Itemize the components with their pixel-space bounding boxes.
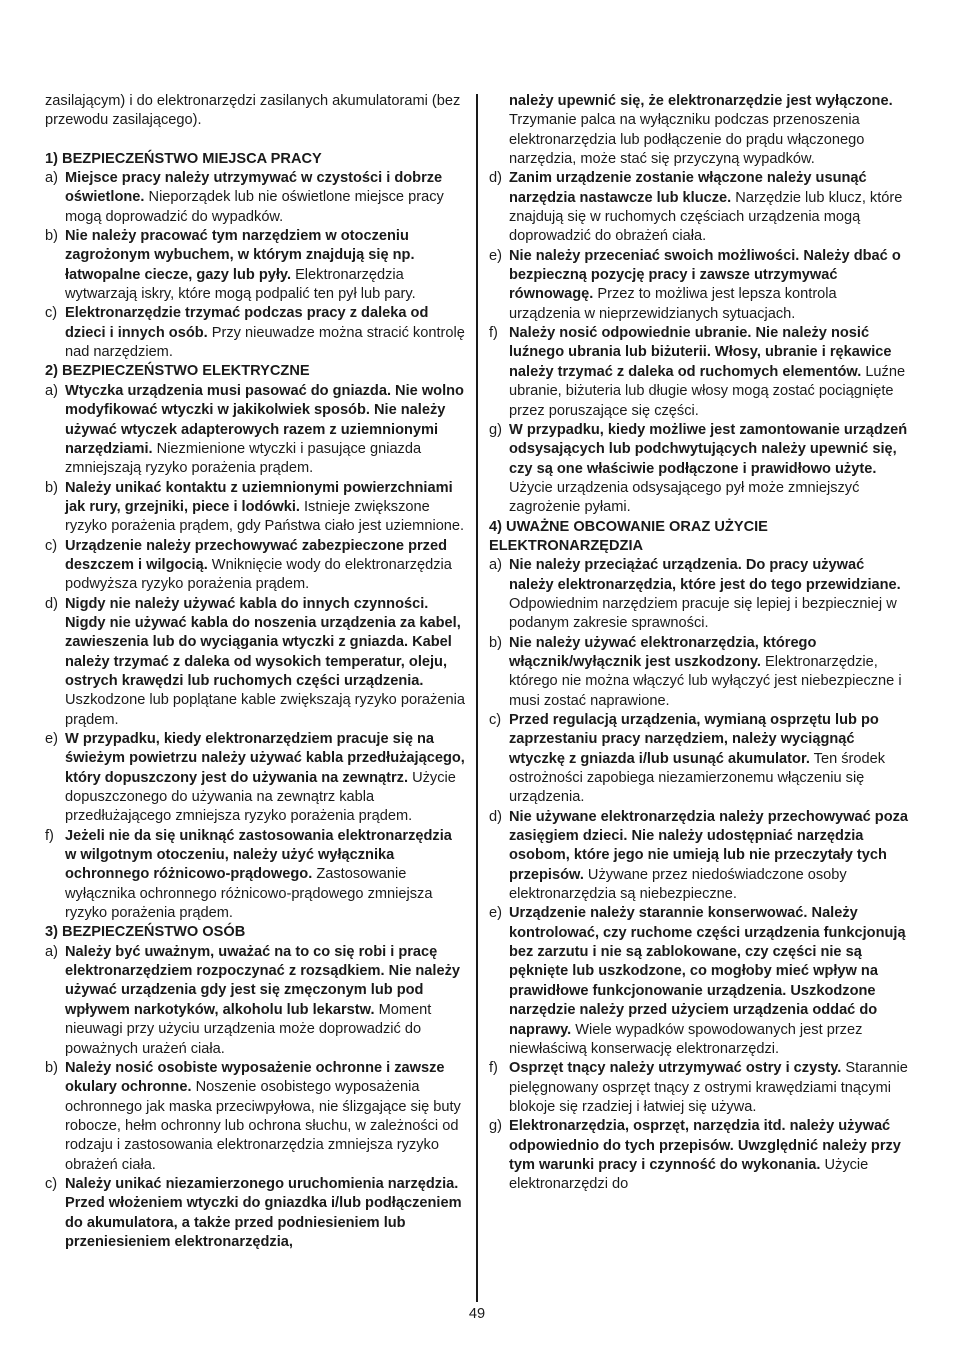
s3-item-g: g) W przypadku, kiedy możliwe jest zamontowanie urządzeń odsysających lub podchwytujących należy upewnić się, czy są one właściwie podłączone i prawidłowo użyte. Użycie urządzenia odsysającego pył może zmniejszyć zagrożenie pyłami.: [489, 421, 908, 516]
section-2-heading: 2) BEZPIECZEŃSTWO ELEKTRYCZNE: [45, 363, 310, 380]
s4-item-a: a) Nie należy przeciążać urządzenia. Do pracy używać należy elektronarzędzia, które jest do tego przewidziane. Odpowiednim narzędziem pracuje się lepiej i bezpieczniej w podanym zakresie sprawności.: [489, 557, 901, 632]
s3-item-d: d) Zanim urządzenie zostanie włączone należy usunąć narzędzia nastawcze lub klucze. Narzędzie lub klucz, które znajdują się w ruchomych częściach urządzenia mogą doprowadzić do obrażeń ciała.: [489, 170, 903, 245]
s4-item-d: d) Nie używane elektronarzędzia należy przechowywać poza zasięgiem dzieci. Nie należy udostępniać narzędzia osobom, które jego nie umieją lub nie przeczytały tych przepisów. Używane przez niedoświadczone osoby elektronarzędzia są niebezpieczne.: [489, 808, 909, 903]
s3-item-c: c) Należy unikać niezamierzonego uruchomienia narzędzia. Przed włożeniem wtyczki do gniazdka i/lub podłączeniem do akumulatora, a także przed podniesieniem lub przeniesieniem elektronarzędzia,: [45, 1175, 462, 1250]
s2-item-a: a) Wtyczka urządzenia musi pasować do gniazda. Nie wolno modyfikować wtyczki w jakikolwiek sposób. Nie należy używać wtyczek adapterowych razem z uziemnionymi narzędziami. Niezmienione wtyczki i pasujące gniazda zmniejszają ryzyko porażenia prądem.: [45, 382, 464, 477]
s3-item-f: f) Należy nosić odpowiednie ubranie. Nie należy nosić luźnego ubrania lub biżuterii. Włosy, ubranie i rękawice należy trzymać z daleka od ruchomych elementów. Luźne ubranie, biżuteria lub długie włosy mogą zostać pociągnięte przez poruszające się części.: [489, 325, 906, 419]
s4-item-f: f) Osprzęt tnący należy utrzymywać ostry i czysty. Starannie pielęgnowany osprzęt tnący z ostrymi krawędziami tnącymi blokoje się rzadziej i łatwiej się używa.: [489, 1060, 908, 1115]
s2-item-e: e) W przypadku, kiedy elektronarzędziem pracuje się na świeżym powietrzu należy używać kabla przedłużającego, który dopuszczony jest do używania na zewnątrz. Użycie dopuszczonego do używania na zewnątrz kabla przedłużającego zmniejsza ryzyko porażenia prądem.: [45, 731, 465, 825]
s3-item-b: b) Należy nosić osobiste wyposażenie ochronne i zawsze okulary ochronne. Noszenie osobistego wyposażenia ochronnego jak maska przeciwpyłowa, nie ślizgające się buty robocze, hełm ochronny lub ochrona słuchu, w zależności od rodzaju i zastosowania elektronarzędzia zmniejsza ryzyko obrażeń ciała.: [45, 1059, 461, 1173]
section-4-heading: 4) UWAŻNE OBCOWANIE ORAZ UŻYCIE ELEKTRONARZĘDZIA: [489, 518, 768, 554]
s1-item-a: a) Miejsce pracy należy utrzymywać w czystości i dobrze oświetlone. Nieporządek lub nie oświetlone miejsce pracy mogą doprowadzić do wypadków.: [45, 170, 444, 225]
right-column: [489, 92, 911, 1195]
column-divider: [476, 94, 478, 1302]
page-number: 49: [468, 1306, 486, 1322]
s3-item-a: a) Należy być uważnym, uważać na to co się robi i pracę elektronarzędziem rozpoczynać z rozsądkiem. Nie należy używać urządzenia gdy jest się zmęczonym lub pod wpływem narkotyków, alkoholu lub lekarstw. Moment nieuwagi przy użyciu urządzenia może doprowadzić do poważnych urażeń ciała.: [45, 943, 460, 1057]
left-column: [45, 92, 467, 1252]
s2-item-c: c) Urządzenie należy przechowywać zabezpieczone przed deszczem i wilgocią. Wniknięcie wody do elektronarzędzia podwyższa ryzyko porażenia prądem.: [45, 537, 452, 593]
s2-item-b: b) Należy unikać kontaktu z uziemnionymi powierzchniami jak rury, grzejniki, piece i lodówki. Istnieje zwiększone ryzyko porażenia prądem, gdy Państwa ciało jest uziemnione.: [45, 479, 465, 535]
s3-item-c-continued: należy upewnić się, że elektronarzędzie jest wyłączone. Trzymanie palca na wyłączniku podczas przenoszenia elektronarzędzia lub podłączenie do prądu włączonego narzędzia, może stać się przyczyną wypadków.: [509, 93, 893, 168]
s3-item-e: e) Nie należy przeceniać swoich możliwości. Należy dbać o bezpieczną pozycję pracy i zawsze utrzymywać równowagę. Przez to możliwa jest lepsza kontrola urządzenia w nieprzewidzianych sytuacjach.: [489, 247, 901, 322]
section-1-heading: 1) BEZPIECZEŃSTWO MIEJSCA PRACY: [45, 150, 322, 167]
s2-item-f: f) Jeżeli nie da się uniknąć zastosowania elektronarzędzia w wilgotnym otoczeniu, należy użyć wyłącznika ochronnego różnicowo-prądowego. Zastosowanie wyłącznika ochronnego różnicowo-prądowego zmniejsza ryzyko porażenia prądem.: [45, 827, 452, 922]
s1-item-b: b) Nie należy pracować tym narzędziem w otoczeniu zagrożonym wybuchem, w którym znajdują się np. łatwopalne ciecze, gazy lub pyły. Elektronarzędzia wytwarzają iskry, które mogą podpalić ten pył lub pary.: [45, 228, 416, 303]
s4-item-g: g) Elektronarzędzia, osprzęt, narzędzia itd. należy używać odpowiednio do tych przepisów. Uwzględnić należy przy tym warunki pracy i czynność do wykonania. Użycie elektronarzędzi do: [489, 1118, 901, 1193]
s2-item-d: d) Nigdy nie należy używać kabla do innych czynności. Nigdy nie używać kabla do noszenia urządzenia za kabel, zawieszenia lub do wyciągania wtyczki z gniazda. Kabel należy trzymać z daleka od wysokich temperatur, oleju, ostrych krawędzi lub ruchomych części urządzenia. Uszkodzone lub poplątane kable zwiększają ryzyko porażenia prądem.: [45, 595, 465, 728]
section-3-heading: 3) BEZPIECZEŃSTWO OSÓB: [45, 924, 246, 941]
s4-item-e: e) Urządzenie należy starannie konserwować. Należy kontrolować, czy ruchome części urządzenia funkcjonują bez zarzutu i nie są zablokowane, czy części nie są pęknięte lub uszkodzone, co mogłoby mieć wpływ na prawidłowe funkcjonowanie urządzenia. Uszkodzone narzędzie należy przed użyciem urządzenia oddać do naprawy. Wiele wypadków spowodowanych jest przez niewłaściwą konserwację elektronarzędzi.: [489, 905, 906, 1057]
s1-item-c: c) Elektronarzędzie trzymać podczas pracy z daleka od dzieci i innych osób. Przy nieuwadze można stracić kontrolę nad narzędziem.: [45, 305, 465, 361]
intro-paragraph: zasilającym) i do elektronarzędzi zasilanych akumulatorami (bez przewodu zasilającego).: [45, 93, 461, 129]
s4-item-b: b) Nie należy używać elektronarzędzia, którego włącznik/wyłącznik jest uszkodzony. Elektronarzędzie, którego nie można włączyć lub wyłączyć jest niebezpieczne i musi zostać naprawione.: [489, 634, 902, 709]
s4-item-c: c) Przed regulacją urządzenia, wymianą osprzętu lub po zaprzestaniu pracy narzędziem, należy wyciągnąć wtyczkę z gniazda i/lub usunąć akumulator. Ten środek ostrożności zapobiega niezamierzonemu włączeniu się urządzenia.: [489, 712, 886, 806]
